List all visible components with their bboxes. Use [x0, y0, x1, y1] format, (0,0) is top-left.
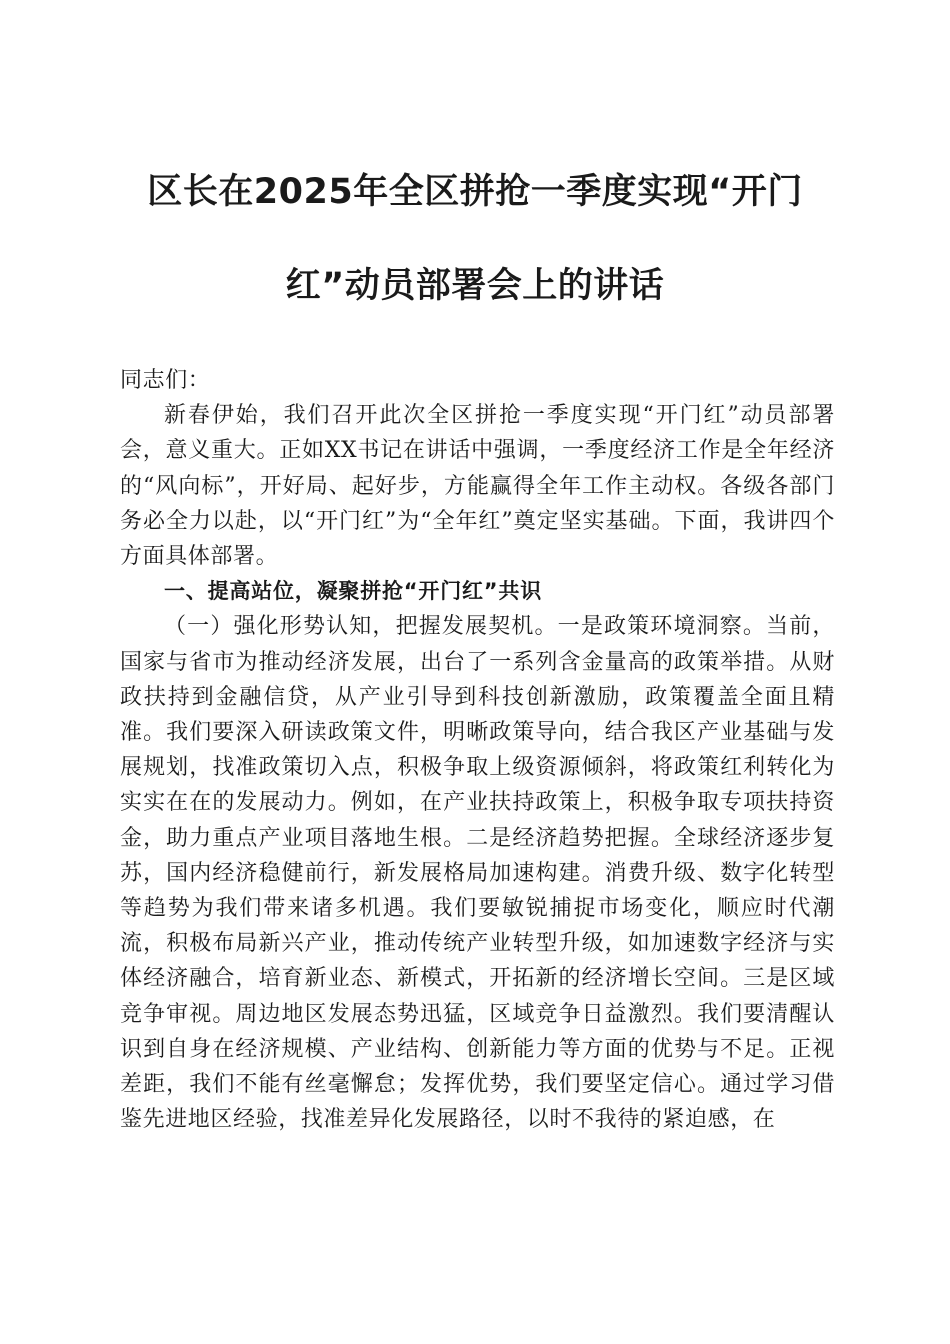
intro-paragraph: 新春伊始，我们召开此次全区拼抢一季度实现“开门红”动员部署会，意义重大。正如XX书记在讲话中强调，一季度经济工作是全年经济的“风向标”，开好局、起好步，方能赢得全年工作主动权。各级各部门务必全力以赴，以“开门红”为“全年红”奠定坚实基础。下面，我讲四个方面具体部署。 [120, 403, 835, 570]
section-1-heading: 一、提高站位，凝聚拼抢“开门红”共识 [164, 579, 543, 604]
document-title-line-2: 红”动员部署会上的讲话 [285, 266, 665, 306]
section-1-paragraph: （一）强化形势认知，把握发展契机。一是政策环境洞察。当前，国家与省市为推动经济发展，出台了一系列含金量高的政策举措。从财政扶持到金融信贷，从产业引导到科技创新激励，政策覆盖全面且精准。我们要深入研读政策文件，明晰政策导向，结合我区产业基础与发展规划，找准政策切入点，积极争取上级资源倾斜，将政策红利转化为实实在在的发展动力。例如，在产业扶持政策上，积极争取专项扶持资金，助力重点产业项目落地生根。二是经济趋势把握。全球经济逐步复苏，国内经济稳健前行，新发展格局加速构建。消费升级、数字化转型等趋势为我们带来诸多机遇。我们要敏锐捕捉市场变化，顺应时代潮流，积极布局新兴产业，推动传统产业转型升级，如加速数字经济与实体经济融合，培育新业态、新模式，开拓新的经济增长空间。三是区域竞争审视。周边地区发展态势迅猛，区域竞争日益激烈。我们要清醒认识到自身在经济规模、产业结构、创新能力等方面的优势与不足。正视差距，我们不能有丝毫懈怠；发挥优势，我们要坚定信心。通过学习借鉴先进地区经验，找准差异化发展路径，以时不我待的紧迫感，在 [120, 614, 835, 1133]
document-title-line-1: 区长在2025年全区拼抢一季度实现“开门 [147, 172, 803, 212]
document-body [120, 363, 835, 1137]
greeting: 同志们： [120, 368, 211, 393]
